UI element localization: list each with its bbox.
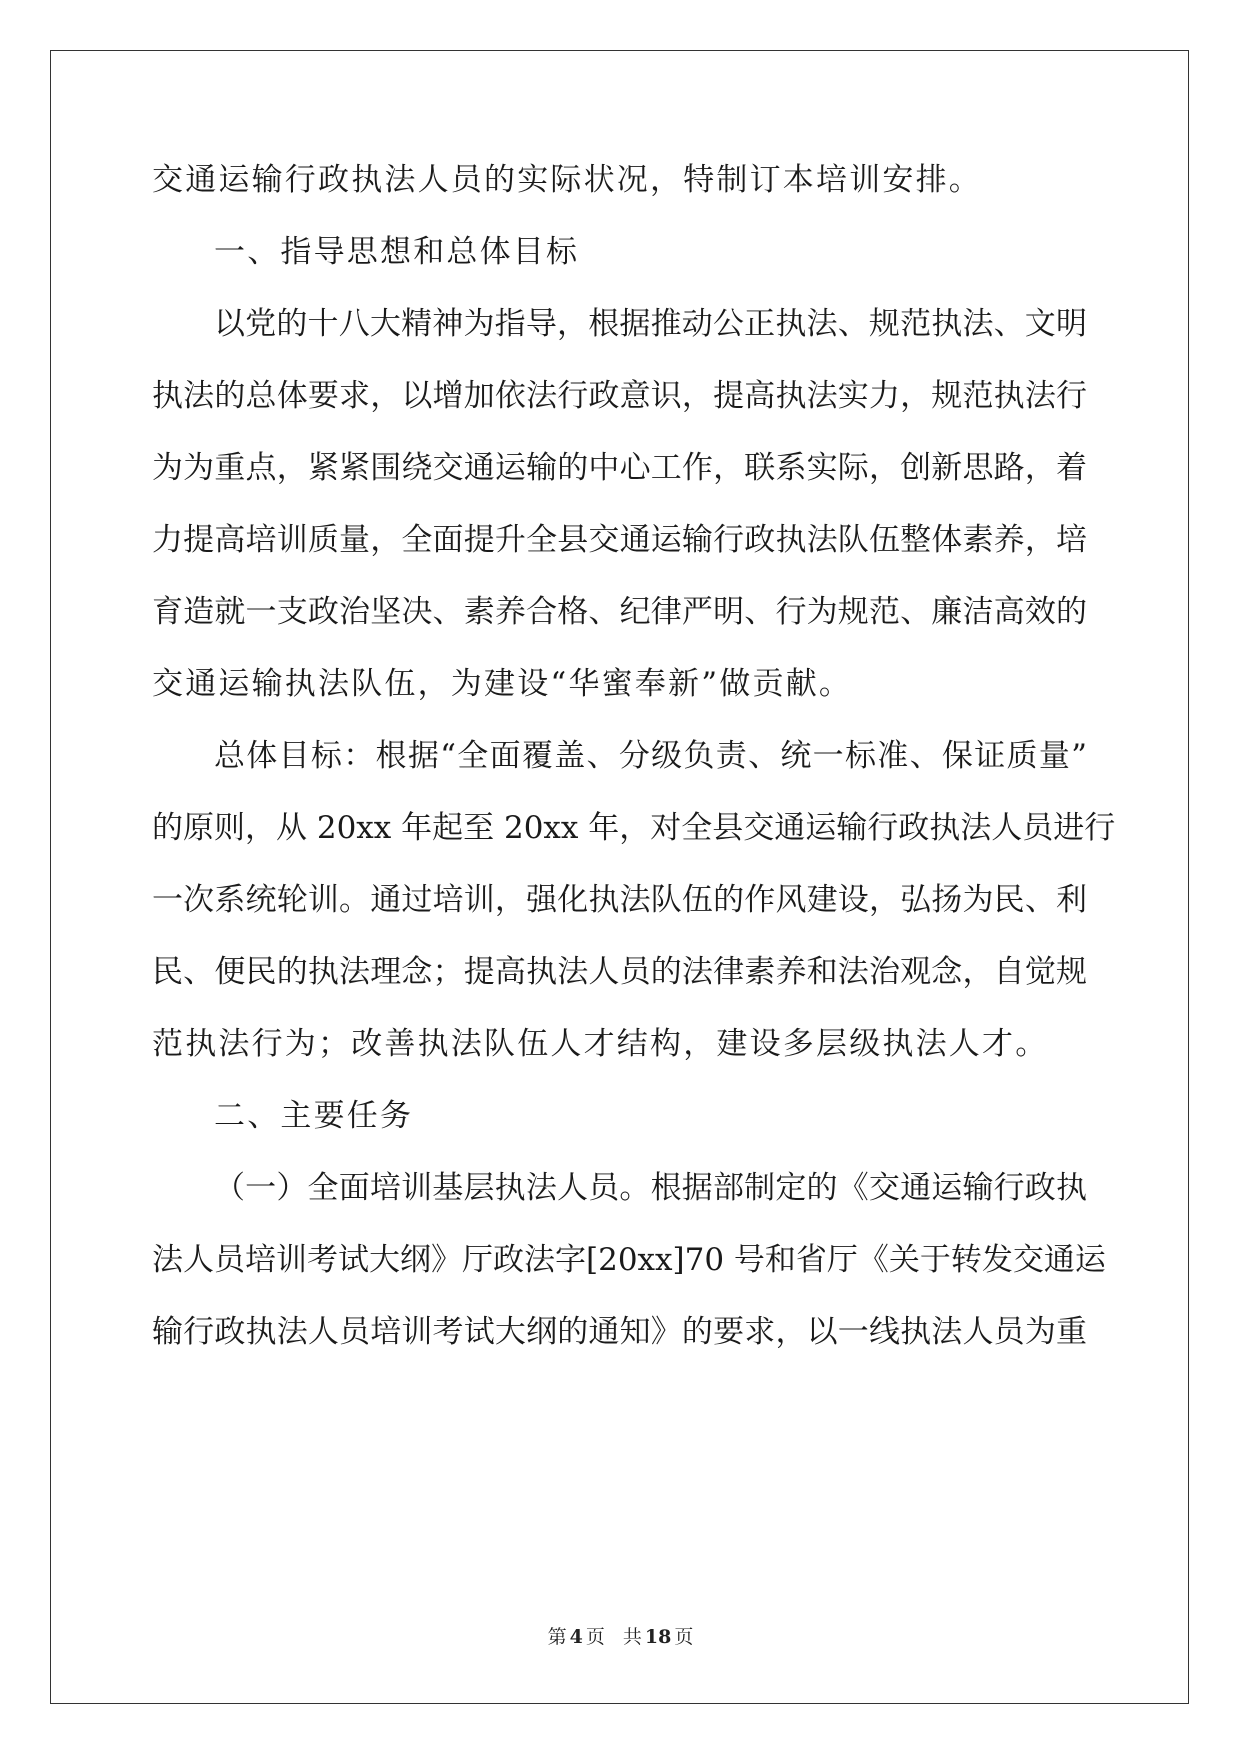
text-line: 的原则，从 20xx 年起至 20xx 年，对全县交通运输行政执法人员进行: [152, 810, 1116, 846]
footer-total-suffix: 页: [674, 1626, 694, 1648]
text-line: 为为重点，紧紧围绕交通运输的中心工作，联系实际，创新思路，着: [152, 450, 1087, 486]
footer-total-prefix: 共: [622, 1626, 642, 1648]
section-heading: 二、主要任务: [214, 1098, 414, 1134]
text-line: 一次系统轮训。通过培训，强化执法队伍的作风建设，弘扬为民、利: [152, 882, 1087, 918]
text-line: （一）全面培训基层执法人员。根据部制定的《交通运输行政执: [214, 1170, 1087, 1206]
text-line: 力提高培训质量，全面提升全县交通运输行政执法队伍整体素养，培: [152, 522, 1087, 558]
text-line: 法人员培训考试大纲》厅政法字[20xx]70 号和省厅《关于转发交通运: [152, 1242, 1106, 1278]
footer-page-suffix: 页: [585, 1626, 605, 1648]
text-line: 交通运输执法队伍，为建设“华蜜奉新”做贡献。: [152, 666, 853, 702]
text-line: 以党的十八大精神为指导，根据推动公正执法、规范执法、文明: [214, 306, 1087, 342]
page-border: [50, 50, 1189, 1704]
total-page-count: 18: [644, 1626, 672, 1648]
text-line: 输行政执法人员培训考试大纲的通知》的要求，以一线执法人员为重: [152, 1314, 1087, 1350]
current-page-number: 4: [569, 1626, 583, 1648]
page-footer: [0, 1622, 1241, 1649]
text-line: 民、便民的执法理念；提高执法人员的法律素养和法治观念，自觉规: [152, 954, 1087, 990]
text-line: 交通运输行政执法人员的实际状况，特制订本培训安排。: [152, 162, 982, 198]
text-line: 范执法行为；改善执法队伍人才结构，建设多层级执法人才。: [152, 1026, 1049, 1062]
section-heading: 一、指导思想和总体目标: [214, 234, 580, 270]
text-line: 执法的总体要求，以增加依法行政意识，提高执法实力，规范执法行: [152, 378, 1087, 414]
footer-prefix: 第: [547, 1626, 567, 1648]
text-line: 总体目标：根据“全面覆盖、分级负责、统一标准、保证质量”: [214, 738, 1087, 774]
text-line: 育造就一支政治坚决、素养合格、纪律严明、行为规范、廉洁高效的: [152, 594, 1087, 630]
